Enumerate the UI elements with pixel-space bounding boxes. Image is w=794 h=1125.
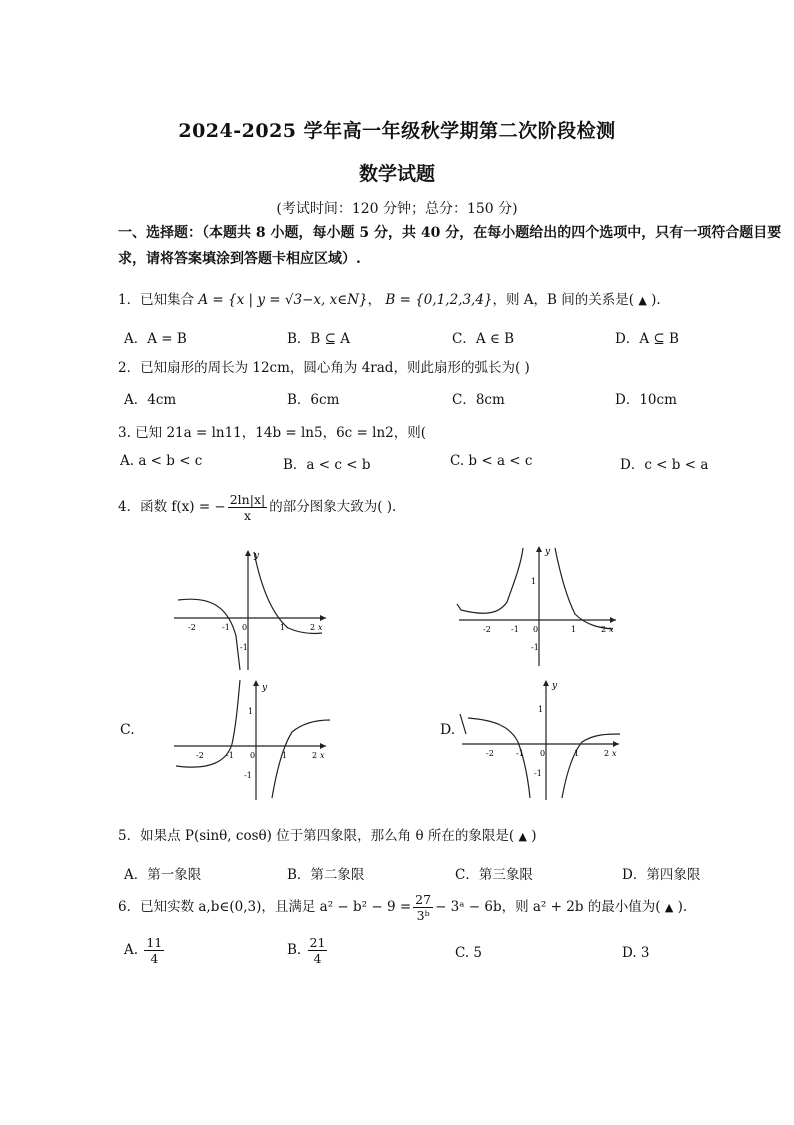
x-axis-label: x: [609, 625, 614, 634]
q1-option-c: C．A ∈ B: [452, 331, 515, 347]
section-heading: 一、选择题：（本题共 8 小题，每小题 5 分，共 40 分，在每小题给出的四个选项中，只有一项符合题目要求，请将答案填涂到答题卡相应区域）.: [118, 225, 782, 267]
tick-origin: 0: [533, 625, 539, 634]
q5-stem: 5．如果点 P(sinθ, cosθ) 位于第四象限，那么角 θ 所在的象限是(: [118, 828, 515, 844]
tick-x-1: 1: [574, 749, 580, 758]
x-axis-label: x: [318, 623, 323, 632]
q6-a-num: 11: [146, 935, 163, 950]
q6-frac-den: 3ᵇ: [416, 908, 430, 923]
exam-title: 2024-2025 学年高一年级秋学期第二次阶段检测: [178, 120, 616, 142]
tick-origin: 0: [540, 749, 546, 758]
q1-set-b: B = {0,1,2,3,4}: [385, 292, 493, 308]
graph-c-label: C.: [120, 722, 135, 738]
tick-origin: 0: [250, 751, 256, 760]
question-3: 3. 已知 21a = ln11，14b = ln5，6c = ln2，则(: [118, 425, 427, 441]
tick-x-neg2: -2: [196, 751, 204, 760]
q5-option-c: C．第三象限: [455, 867, 533, 883]
q3-option-a: A. a < b < c: [120, 453, 203, 469]
q1-option-b: B．B ⊆ A: [287, 331, 350, 347]
q6-option-d: D. 3: [622, 945, 650, 961]
tick-x-neg1: -1: [516, 749, 524, 758]
subject-title: 数学试题: [358, 163, 435, 185]
q2-option-c: C．8cm: [452, 392, 505, 408]
tick-x-neg2: -2: [188, 623, 196, 632]
tick-x-1: 1: [571, 625, 577, 634]
question-4: [118, 492, 396, 523]
q6-option-b: [287, 935, 329, 966]
q1-option-a: A．A = B: [124, 331, 187, 347]
q2-option-b: B．6cm: [287, 392, 340, 408]
q1-suffix: ，则 A，B 间的关系是(: [492, 292, 635, 308]
q6-mid: − 3ᵃ − 6b，则 a² + 2b 的最小值为(: [435, 899, 661, 915]
tick-x-2: 2: [604, 749, 610, 758]
q1-close: ).: [651, 292, 661, 308]
q5-close: ): [531, 828, 537, 844]
q4-frac-den: x: [243, 508, 251, 523]
tick-origin: 0: [242, 623, 248, 632]
tick-x-neg1: -1: [222, 623, 230, 632]
q3-option-c: C. b < a < c: [450, 453, 533, 469]
tick-y-neg1: -1: [534, 769, 542, 778]
tick-x-neg2: -2: [486, 749, 494, 758]
y-axis-label: y: [262, 683, 268, 693]
q6-close: ).: [677, 899, 688, 915]
x-axis-label: x: [612, 749, 617, 758]
q6-fraction: [413, 892, 433, 923]
exam-info: (考试时间：120 分钟；总分：150 分): [276, 201, 518, 217]
tick-x-1: 1: [282, 751, 288, 760]
q5-option-b: B．第二象限: [287, 867, 365, 883]
q6-option-b-label: B.: [287, 942, 302, 958]
answer-mark-q5: ▲: [518, 830, 527, 843]
q6-option-a: [124, 935, 166, 966]
graph-d-label: D.: [440, 722, 456, 738]
x-axis-label: x: [320, 751, 325, 760]
q4-fraction: [228, 492, 267, 523]
q4-suffix: 的部分图象大致为( ).: [269, 499, 397, 515]
q6-a-den: 4: [150, 951, 159, 966]
answer-mark-q1: ▲: [638, 294, 647, 307]
tick-y-neg1: -1: [240, 643, 248, 652]
y-axis-label: y: [254, 551, 260, 561]
q3-option-b: B．a < c < b: [283, 457, 371, 473]
q6-frac-num: 27: [415, 892, 432, 907]
answer-mark-q6: ▲: [664, 901, 674, 914]
graph-option-a: [170, 548, 330, 672]
q6-b-num: 21: [309, 935, 326, 950]
tick-x-2: 2: [601, 625, 607, 634]
q6-option-a-fraction: [144, 935, 164, 966]
tick-x-1: 1: [280, 623, 286, 632]
y-axis-label: y: [545, 547, 551, 557]
q1-option-d: D．A ⊆ B: [615, 331, 679, 347]
graph-option-b: [455, 544, 620, 668]
graph-option-c: [170, 678, 330, 802]
tick-y-neg1: -1: [531, 643, 539, 652]
q5-option-a: A．第一象限: [124, 867, 202, 883]
question-2: 2．已知扇形的周长为 12cm，圆心角为 4rad，则此扇形的弧长为( ): [118, 360, 530, 376]
tick-y-1: 1: [531, 577, 537, 586]
tick-x-neg2: -2: [483, 625, 491, 634]
tick-y-1: 1: [538, 705, 544, 714]
question-6: [118, 892, 687, 923]
tick-x-neg1: -1: [226, 751, 234, 760]
q4-prefix: 4．函数 f(x) = −: [118, 499, 226, 515]
tick-x-2: 2: [312, 751, 318, 760]
question-5: [118, 824, 537, 844]
q1-set-a: A = {x | y = √3−x, x∈N}: [198, 292, 368, 308]
q6-option-b-fraction: [308, 935, 328, 966]
q2-option-d: D．10cm: [615, 392, 677, 408]
graph-option-d: [458, 678, 623, 802]
question-1: 1．已知集合 A = {x | y = √3−x, x∈N}， B = {0,1,2,3,4}，则 A，B 间的关系是( ▲ ).: [118, 292, 661, 308]
q6-option-c: C. 5: [455, 945, 483, 961]
tick-y-1: 1: [248, 707, 254, 716]
q3-option-d: D．c < b < a: [620, 457, 709, 473]
y-axis-label: y: [552, 681, 558, 691]
q1-prefix: 1．已知集合: [118, 292, 195, 308]
q6-b-den: 4: [313, 951, 322, 966]
tick-y-neg1: -1: [244, 771, 252, 780]
q4-frac-num: 2ln|x|: [229, 492, 266, 507]
tick-x-2: 2: [310, 623, 316, 632]
tick-x-neg1: -1: [511, 625, 519, 634]
q2-option-a: A．4cm: [124, 392, 177, 408]
q6-prefix: 6．已知实数 a,b∈(0,3)，且满足 a² − b² − 9 =: [118, 899, 412, 915]
q5-option-d: D．第四象限: [622, 867, 701, 883]
q6-option-a-label: A.: [124, 942, 139, 958]
